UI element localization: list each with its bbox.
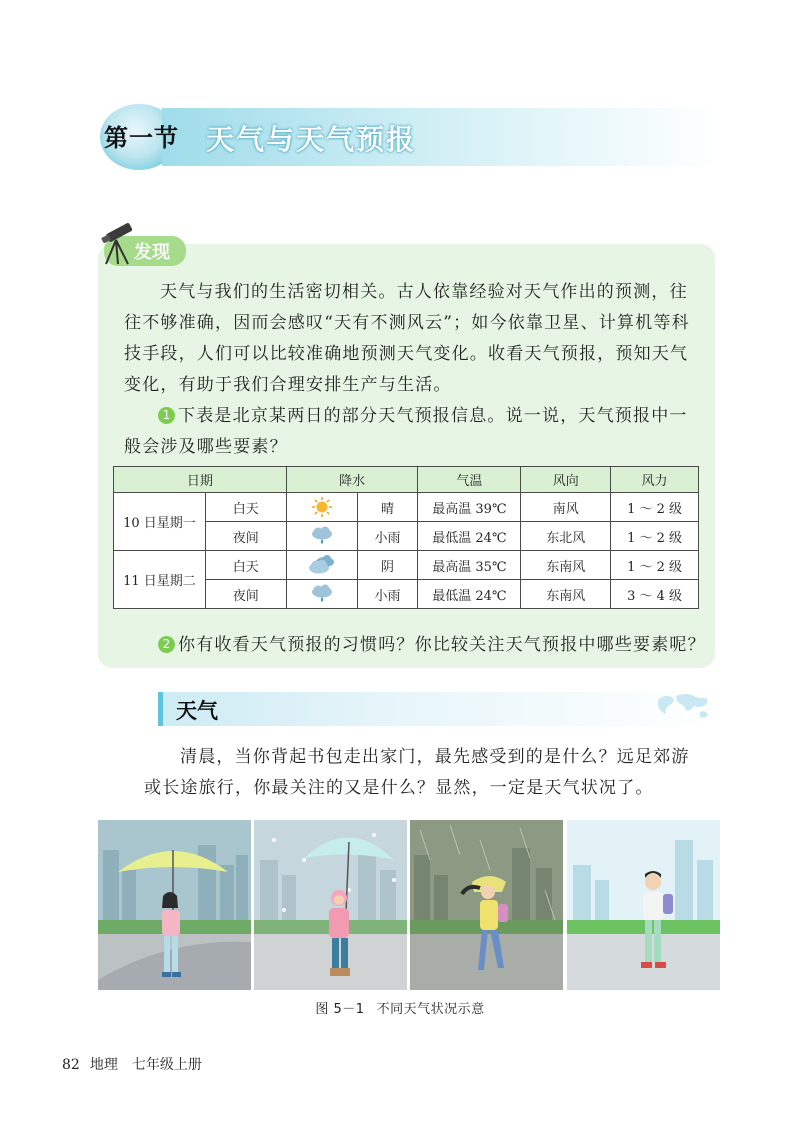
figure-caption bbox=[0, 998, 800, 1017]
illustration-windy-rain bbox=[410, 820, 563, 990]
weather-icon-cell bbox=[286, 493, 357, 522]
header-temp: 气温 bbox=[418, 467, 521, 493]
wind-force-cell: 1 ～ 2 级 bbox=[611, 522, 699, 551]
temp-cell: 最低温 24℃ bbox=[418, 580, 521, 609]
weather-forecast-table bbox=[113, 466, 699, 609]
body-paragraph bbox=[124, 742, 700, 804]
table-row bbox=[114, 551, 699, 580]
table-row bbox=[114, 493, 699, 522]
wind-dir-cell: 东南风 bbox=[521, 580, 611, 609]
sun-icon bbox=[309, 496, 335, 518]
wind-force-cell: 1 ～ 2 级 bbox=[611, 551, 699, 580]
date-cell: 10 日星期一 bbox=[114, 493, 206, 551]
period-cell: 夜间 bbox=[205, 522, 286, 551]
page-footer bbox=[62, 1054, 202, 1074]
period-cell: 白天 bbox=[205, 551, 286, 580]
temp-cell: 最高温 39℃ bbox=[418, 493, 521, 522]
weather-icon-cell bbox=[286, 580, 357, 609]
light-rain-icon bbox=[308, 583, 336, 605]
wind-dir-cell: 东北风 bbox=[521, 522, 611, 551]
footer-book: 七年级上册 bbox=[131, 1057, 202, 1073]
temp-cell: 最高温 35℃ bbox=[418, 551, 521, 580]
header-precip: 降水 bbox=[286, 467, 418, 493]
illustration-light-rain bbox=[98, 820, 251, 990]
figure-caption-text: 不同天气状况示意 bbox=[376, 1002, 485, 1017]
subsection-accent-bar bbox=[158, 692, 163, 726]
paragraph-line: 技手段，人们可以比较准确地预测天气变化。收看天气预报，预知天气 bbox=[124, 344, 689, 364]
illustration-sunny bbox=[567, 820, 720, 990]
header-date: 日期 bbox=[114, 467, 287, 493]
header-wind-force: 风力 bbox=[611, 467, 699, 493]
footer-subject: 地理 bbox=[89, 1057, 118, 1073]
table-header-row bbox=[114, 467, 699, 493]
section-title: 天气与天气预报 bbox=[206, 123, 417, 156]
section-number: 第一节 bbox=[104, 124, 179, 152]
precip-cell: 阴 bbox=[357, 551, 418, 580]
subsection-header bbox=[158, 692, 714, 726]
question-2-text: 你有收看天气预报的习惯吗？你比较关注天气预报中哪些要素呢？ bbox=[178, 635, 706, 655]
question-number-badge: 1 bbox=[158, 407, 175, 424]
world-map-icon bbox=[654, 690, 714, 724]
page-number: 82 bbox=[62, 1057, 80, 1073]
date-cell: 11 日星期二 bbox=[114, 551, 206, 609]
overcast-icon bbox=[307, 554, 337, 576]
light-rain-icon bbox=[308, 525, 336, 547]
section-header bbox=[100, 104, 720, 170]
weather-icon-cell bbox=[286, 551, 357, 580]
wind-force-cell: 1 ～ 2 级 bbox=[611, 493, 699, 522]
question-1 bbox=[124, 401, 700, 463]
wind-force-cell: 3 ～ 4 级 bbox=[611, 580, 699, 609]
question-1-text: 下表是北京某两日的部分天气预报信息。说一说，天气预报中一 bbox=[178, 406, 688, 426]
figure-number: 图 5－1 bbox=[315, 1002, 365, 1017]
precip-cell: 晴 bbox=[357, 493, 418, 522]
period-cell: 白天 bbox=[205, 493, 286, 522]
question-1-text-cont: 般会涉及哪些要素？ bbox=[124, 437, 288, 457]
question-number-badge: 2 bbox=[158, 636, 175, 653]
subsection-title: 天气 bbox=[176, 699, 218, 723]
body-line: 清晨，当你背起书包走出家门，最先感受到的是什么？远足郊游 bbox=[180, 747, 690, 767]
paragraph-line: 变化，有助于我们合理安排生产与生活。 bbox=[124, 375, 452, 395]
illustration-snow bbox=[254, 820, 407, 990]
wind-dir-cell: 东南风 bbox=[521, 551, 611, 580]
weather-icon-cell bbox=[286, 522, 357, 551]
question-2 bbox=[124, 630, 706, 661]
header-wind-dir: 风向 bbox=[521, 467, 611, 493]
temp-cell: 最低温 24℃ bbox=[418, 522, 521, 551]
body-line: 或长途旅行，你最关注的又是什么？显然，一定是天气状况了。 bbox=[144, 778, 654, 798]
precip-cell: 小雨 bbox=[357, 522, 418, 551]
telescope-icon bbox=[96, 222, 136, 266]
paragraph-line: 往不够准确，因而会感叹“天有不测风云”；如今依靠卫星、计算机等科 bbox=[124, 313, 690, 333]
period-cell: 夜间 bbox=[205, 580, 286, 609]
paragraph-line: 天气与我们的生活密切相关。古人依靠经验对天气作出的预测，往 bbox=[160, 282, 688, 302]
wind-dir-cell: 南风 bbox=[521, 493, 611, 522]
discover-label: 发现 bbox=[134, 242, 170, 263]
discover-paragraph bbox=[124, 277, 700, 401]
precip-cell: 小雨 bbox=[357, 580, 418, 609]
